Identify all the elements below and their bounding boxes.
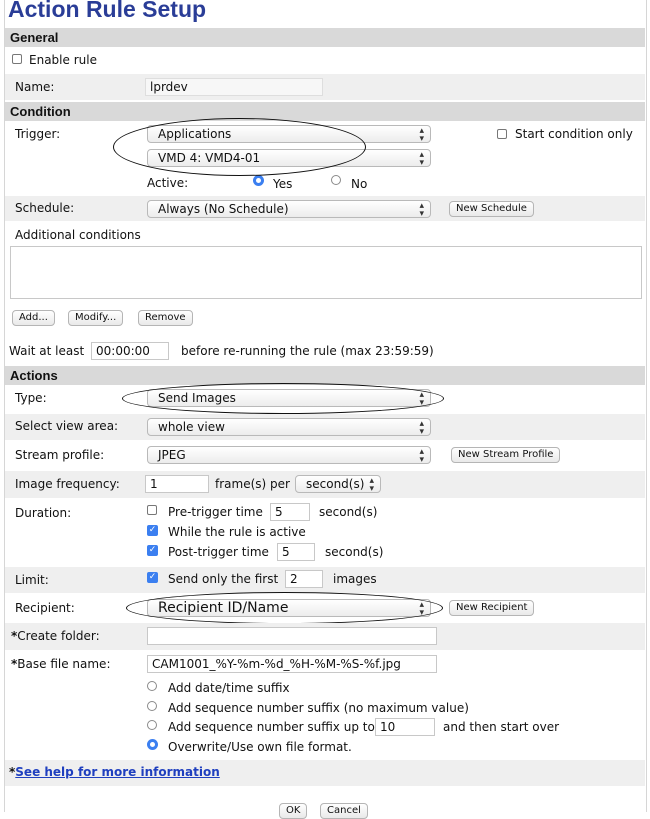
select-arrows-icon: ▴ ▾ xyxy=(419,201,424,219)
schedule-select[interactable]: Always (No Schedule) ▴ ▾ xyxy=(147,200,431,218)
base-file-input[interactable]: CAM1001_%Y-%m-%d_%H-%M-%S-%f.jpg xyxy=(147,655,437,673)
base-file-row xyxy=(5,651,645,758)
select-arrows-icon: ▴ ▾ xyxy=(419,447,424,465)
create-folder-row xyxy=(5,623,645,650)
enable-rule-checkbox[interactable] xyxy=(12,54,22,64)
type-label: Type: xyxy=(15,391,47,405)
send-first-checkbox[interactable]: ✓ xyxy=(148,572,157,582)
required-asterisk: * xyxy=(11,629,18,643)
section-general-header: General xyxy=(5,28,645,47)
duration-label: Duration: xyxy=(15,506,72,520)
trigger-select[interactable]: Applications ▴ ▾ xyxy=(147,125,431,143)
active-yes-label: Yes xyxy=(273,177,293,191)
post-trigger-input[interactable]: 5 xyxy=(277,543,315,561)
new-schedule-button[interactable]: New Schedule xyxy=(449,201,534,217)
help-text xyxy=(9,765,220,779)
active-label: Active: xyxy=(147,176,189,190)
images-label: images xyxy=(333,572,377,586)
cancel-button[interactable]: Cancel xyxy=(320,803,368,819)
required-asterisk: * xyxy=(11,657,18,671)
stream-profile-select[interactable]: JPEG ▴ ▾ xyxy=(147,446,431,464)
type-row xyxy=(5,385,645,412)
create-folder-input[interactable] xyxy=(147,627,437,645)
select-arrows-icon: ▴ ▾ xyxy=(419,390,424,408)
view-area-select[interactable]: whole view ▴ ▾ xyxy=(147,418,431,436)
overwrite-label: Overwrite/Use own file format. xyxy=(168,740,352,754)
schedule-label: Schedule: xyxy=(15,201,75,215)
select-arrows-icon: ▴ ▾ xyxy=(419,600,424,618)
post-trigger-unit: second(s) xyxy=(325,545,384,559)
required-asterisk: * xyxy=(9,765,16,779)
wait-input[interactable]: 00:00:00 xyxy=(91,342,169,360)
active-no-radio[interactable] xyxy=(331,175,341,185)
frames-per-label: frame(s) per xyxy=(215,477,290,491)
name-label: Name: xyxy=(15,80,55,94)
sequence-nomax-label: Add sequence number suffix (no maximum value) xyxy=(168,701,469,715)
while-active-label: While the rule is active xyxy=(168,525,306,539)
schedule-row xyxy=(5,196,645,221)
overwrite-radio[interactable] xyxy=(147,739,158,750)
page-title: Action Rule Setup xyxy=(8,0,207,22)
view-area-row xyxy=(5,414,645,440)
ok-button[interactable]: OK xyxy=(279,803,307,819)
type-select[interactable]: Send Images ▴ ▾ xyxy=(147,389,431,407)
stream-profile-row xyxy=(5,442,645,469)
wait-row xyxy=(5,340,645,364)
pre-trigger-input[interactable]: 5 xyxy=(270,503,310,521)
image-frequency-input[interactable]: 1 xyxy=(145,475,209,493)
stream-profile-label: Stream profile: xyxy=(15,448,105,462)
limit-row xyxy=(5,567,645,593)
recipient-label: Recipient: xyxy=(15,601,75,615)
image-frequency-label: Image frequency: xyxy=(15,477,120,491)
add-condition-button[interactable]: Add... xyxy=(12,310,55,326)
datetime-suffix-radio[interactable] xyxy=(147,681,157,691)
post-trigger-label: Post-trigger time xyxy=(168,545,269,559)
create-folder-label: *Create folder: xyxy=(11,629,100,643)
enable-rule-label: Enable rule xyxy=(29,53,97,67)
limit-label: Limit: xyxy=(15,573,49,587)
name-row xyxy=(5,74,645,100)
active-yes-radio[interactable] xyxy=(253,175,264,186)
select-arrows-icon: ▴ ▾ xyxy=(419,126,424,144)
trigger-sub-select[interactable]: VMD 4: VMD4-01 ▴ ▾ xyxy=(147,149,431,167)
pre-trigger-unit: second(s) xyxy=(319,505,378,519)
sequence-upto-radio[interactable] xyxy=(147,720,157,730)
sequence-upto-input[interactable]: 10 xyxy=(375,718,435,736)
help-row xyxy=(5,760,645,786)
section-condition-header: Condition xyxy=(5,102,645,121)
recipient-select[interactable]: Recipient ID/Name ▴ ▾ xyxy=(147,599,431,617)
wait-label: Wait at least xyxy=(9,344,85,358)
select-arrows-icon: ▴ ▾ xyxy=(419,419,424,437)
sequence-upto-label: Add sequence number suffix up to xyxy=(168,720,375,734)
image-frequency-row xyxy=(5,471,645,498)
additional-conditions-list[interactable] xyxy=(10,246,642,299)
enable-rule-row xyxy=(5,47,645,74)
trigger-row xyxy=(5,121,645,194)
active-no-label: No xyxy=(351,177,368,191)
pre-trigger-checkbox[interactable] xyxy=(147,505,157,515)
help-link[interactable]: See help for more information xyxy=(15,765,220,779)
duration-row xyxy=(5,500,645,566)
select-arrows-icon: ▴ ▾ xyxy=(369,476,374,494)
section-actions-header: Actions xyxy=(5,366,645,385)
modify-condition-button[interactable]: Modify... xyxy=(68,310,123,326)
base-file-label: *Base file name: xyxy=(11,657,111,671)
send-first-input[interactable]: 2 xyxy=(285,570,323,588)
pre-trigger-label: Pre-trigger time xyxy=(168,505,263,519)
start-condition-only-checkbox[interactable] xyxy=(497,129,507,139)
trigger-label: Trigger: xyxy=(15,127,61,141)
frequency-unit-select[interactable]: second(s) ▴ ▾ xyxy=(295,475,381,493)
name-input[interactable]: lprdev xyxy=(145,78,323,96)
recipient-row xyxy=(5,595,645,622)
start-condition-only-label: Start condition only xyxy=(515,127,633,141)
view-area-label: Select view area: xyxy=(15,419,119,433)
additional-conditions-row xyxy=(5,222,645,337)
remove-condition-button[interactable]: Remove xyxy=(138,310,193,326)
select-arrows-icon: ▴ ▾ xyxy=(419,150,424,168)
new-recipient-button[interactable]: New Recipient xyxy=(449,600,534,616)
post-trigger-checkbox[interactable]: ✓ xyxy=(148,545,157,555)
new-stream-profile-button[interactable]: New Stream Profile xyxy=(451,447,560,463)
wait-suffix-label: before re-running the rule (max 23:59:59) xyxy=(181,344,434,358)
send-first-label: Send only the first xyxy=(168,572,279,586)
sequence-upto-suffix: and then start over xyxy=(443,720,560,734)
datetime-suffix-label: Add date/time suffix xyxy=(168,681,290,695)
sequence-nomax-radio[interactable] xyxy=(147,701,157,711)
while-active-checkbox[interactable]: ✓ xyxy=(148,525,157,535)
additional-conditions-label: Additional conditions xyxy=(15,228,141,242)
